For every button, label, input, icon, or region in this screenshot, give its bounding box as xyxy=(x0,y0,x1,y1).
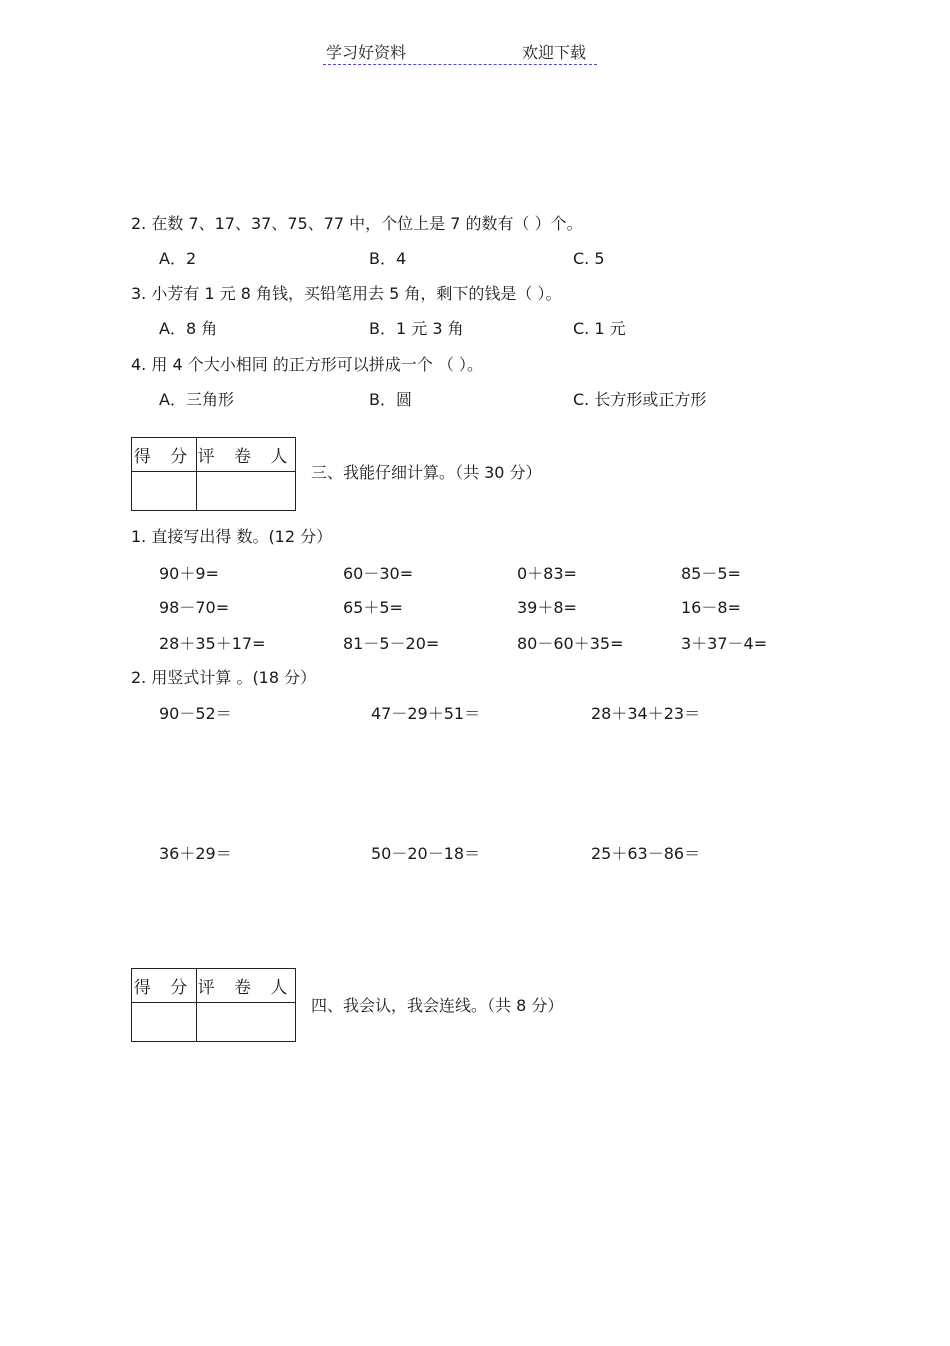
vertical-calc-item: 47－29＋51＝ xyxy=(371,704,481,723)
grader-label: 评 卷 人 xyxy=(197,969,296,1003)
oral-calc-item: 60－30= xyxy=(343,564,414,583)
score-label: 得 分 xyxy=(132,438,197,472)
oral-calc-item: 81－5－20= xyxy=(343,634,440,653)
vertical-calc-item: 36＋29＝ xyxy=(159,844,232,863)
oral-calc-item: 28＋35＋17= xyxy=(159,634,266,653)
section-3-title: 三、我能仔细计算。（共 30 分） xyxy=(311,463,542,482)
score-label: 得 分 xyxy=(132,969,197,1003)
score-box-section-4 xyxy=(131,968,296,1042)
question-4-option-b: B．圆 xyxy=(369,390,412,409)
score-entry-cell[interactable] xyxy=(132,472,197,511)
header-right: 欢迎下载 xyxy=(522,43,587,62)
question-3-option-b: B．1 元 3 角 xyxy=(369,319,464,338)
question-2-option-b: B．4 xyxy=(369,249,407,268)
oral-calc-item: 98－70= xyxy=(159,598,230,617)
question-4-option-c: C. 长方形或正方形 xyxy=(573,390,707,409)
vertical-calc-item: 90－52＝ xyxy=(159,704,232,723)
oral-calc-item: 80－60＋35= xyxy=(517,634,624,653)
header-left: 学习好资料 xyxy=(326,43,407,62)
oral-calc-item: 16－8= xyxy=(681,598,741,617)
grader-entry-cell[interactable] xyxy=(197,472,296,511)
oral-calc-item: 65＋5= xyxy=(343,598,403,617)
question-2-option-a: A．2 xyxy=(159,249,197,268)
grader-entry-cell[interactable] xyxy=(197,1003,296,1042)
question-3-option-a: A．8 角 xyxy=(159,319,218,338)
score-box-section-3 xyxy=(131,437,296,511)
grader-label: 评 卷 人 xyxy=(197,438,296,472)
question-4-stem: 4. 用 4 个大小相同 的正方形可以拼成一个 （ ）。 xyxy=(131,355,483,374)
question-4-option-a: A．三角形 xyxy=(159,390,234,409)
question-3-option-c: C. 1 元 xyxy=(573,319,626,338)
oral-calc-item: 85－5= xyxy=(681,564,741,583)
oral-calc-item: 90＋9= xyxy=(159,564,219,583)
oral-calc-item: 0＋83= xyxy=(517,564,577,583)
vertical-calc-item: 25＋63－86＝ xyxy=(591,844,701,863)
oral-calc-item: 3＋37－4= xyxy=(681,634,768,653)
header-divider xyxy=(323,64,597,65)
vertical-calc-item: 28＋34＋23＝ xyxy=(591,704,701,723)
oral-calc-item: 39＋8= xyxy=(517,598,577,617)
section-3-q1-label: 1. 直接写出得 数。(12 分） xyxy=(131,527,333,546)
vertical-calc-item: 50－20－18＝ xyxy=(371,844,481,863)
section-3-q2-label: 2. 用竖式计算 。(18 分） xyxy=(131,668,317,687)
question-2-stem: 2. 在数 7、17、37、75、77 中，个位上是 7 的数有（ ）个。 xyxy=(131,214,583,233)
score-entry-cell[interactable] xyxy=(132,1003,197,1042)
question-2-option-c: C. 5 xyxy=(573,249,605,268)
section-4-title: 四、我会认，我会连线。（共 8 分） xyxy=(311,996,564,1015)
question-3-stem: 3. 小芳有 1 元 8 角钱，买铅笔用去 5 角，剩下的钱是（ ）。 xyxy=(131,284,562,303)
